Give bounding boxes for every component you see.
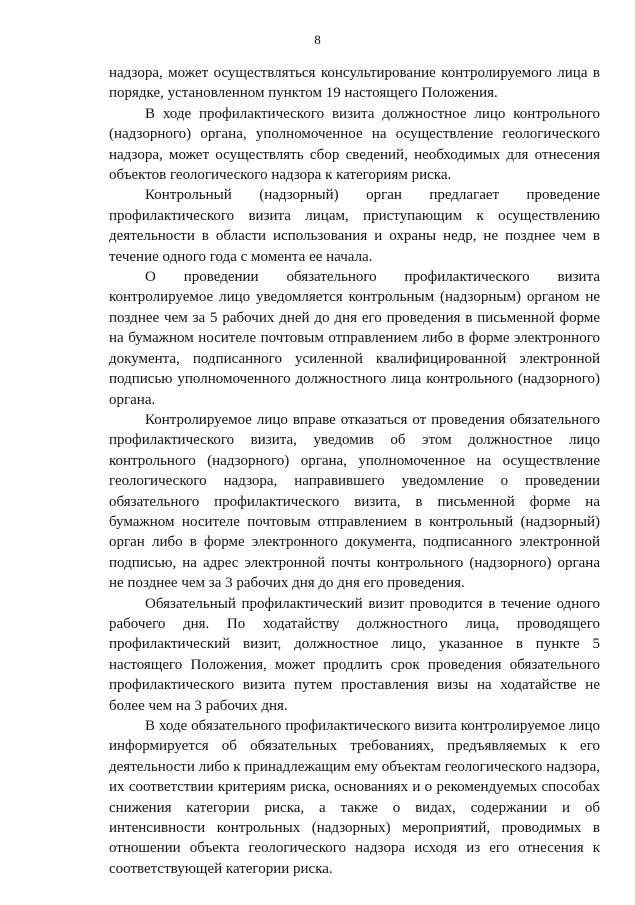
paragraph-visit-refusal: Контролируемое лицо вправе отказаться от проведения обязательного профилактического визита, уведомив об этом должностное лицо контрольного (надзорного) органа, уполномоченное на осуществление геологического надзора, направившего уведомление о проведении обязательного профилактического визита, в письменной форме на бумажном носителе почтовым отправлением в контрольный (надзорный) орган либо в форме электронного документа, подписанного электронной подписью, на адрес электронной почты контрольного (надзорного) органа не позднее чем за 3 рабочих дня до дня его проведения. (109, 411, 600, 592)
paragraph-visit-information: В ходе обязательного профилактического визита контролируемое лицо информируется об обязательных требованиях, предъявляемых к его деятельности либо к принадлежащим ему объектам геологического надзора, их соответствии критериям риска, основаниях и о рекомендуемых способах снижения категории риска, а также о видах, содержании и об интенсивности контрольных (надзорных) мероприятий, проводимых в отношении объекта геологического надзора исходя из его отнесения к соответствующей категории риска. (109, 718, 600, 877)
body-text (109, 63, 600, 879)
paragraph-continuation: надзора, может осуществляться консультирование контролируемого лица в порядке, установленном пунктом 19 настоящего Положения. (109, 65, 600, 102)
paragraph-visit-data-collection: В ходе профилактического визита должностное лицо контрольного (надзорного) органа, уполномоченное на осуществление геологического надзора, может осуществлять сбор сведений, необходимых для отнесения объектов геологического надзора к категориям риска. (109, 105, 600, 184)
paragraph-mandatory-visit-notice: О проведении обязательного профилактического визита контролируемое лицо уведомляется контрольным (надзорным) органом не позднее чем за 5 рабочих дней до дня его проведения в письменной форме на бумажном носителе почтовым отправлением либо в форме электронного документа, подписанного усиленной квалифицированной электронной подписью уполномоченного должностного лица контрольного (надзорного) органа. (109, 269, 600, 408)
paragraph-visit-duration: Обязательный профилактический визит проводится в течение одного рабочего дня. По ходатайству должностного лица, проводящего профилактический визит, должностное лицо, указанное в пункте 5 настоящего Положения, может продлить срок проведения обязательного профилактического визита путем проставления визы на ходатайстве не более чем на 3 рабочих дня. (109, 595, 600, 714)
page-number: 8 (314, 32, 321, 47)
paragraph-visit-offer: Контрольный (надзорный) орган предлагает проведение профилактического визита лицам, приступающим к осуществлению деятельности в области использования и охраны недр, не позднее чем в течение одного года с момента ее начала. (109, 187, 600, 265)
